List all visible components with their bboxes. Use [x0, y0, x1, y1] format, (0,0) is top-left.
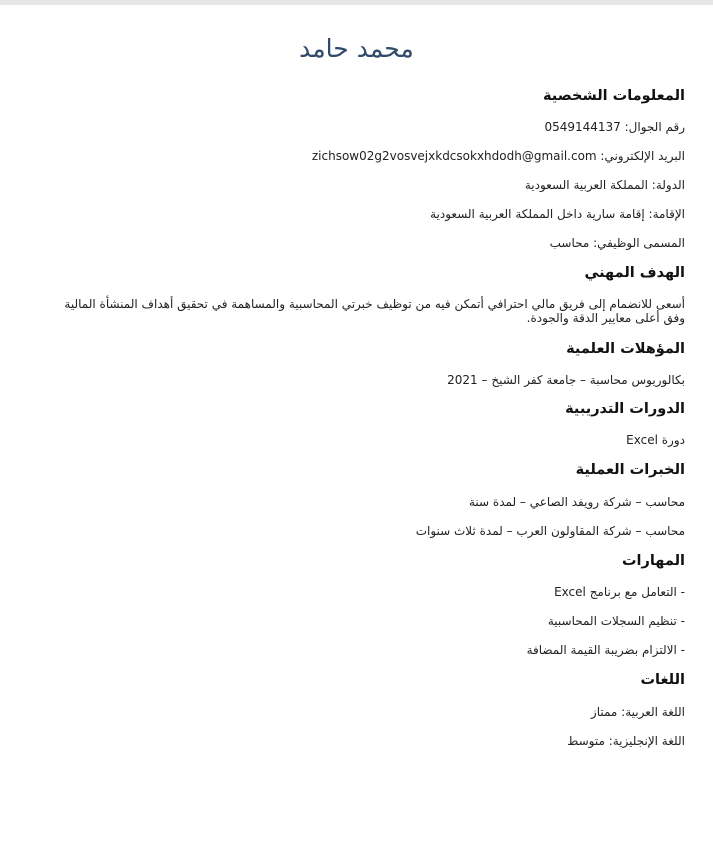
experience-item-2: محاسب – شركة المقاولون العرب – لمدة ثلاث سنوات — [415, 524, 685, 538]
objective-paragraph — [45, 297, 685, 325]
country-line: الدولة: المملكة العربية السعودية — [524, 178, 685, 192]
job-title-line: المسمى الوظيفي: محاسب — [549, 236, 685, 250]
objective-line-2: .وفق أعلى معايير الدقة والجودة — [526, 311, 685, 325]
personal-info-heading: المعلومات الشخصية — [543, 88, 685, 104]
skills-heading: المهارات — [621, 553, 685, 569]
education-item: بكالوريوس محاسبة – جامعة كفر الشيخ – 2021 — [447, 373, 685, 387]
course-item: Excel دورة — [626, 433, 685, 447]
courses-heading: الدورات التدريبية — [565, 401, 685, 417]
skill-item-1: Excel التعامل مع برنامج - — [554, 585, 685, 599]
resume-name: محمد حامد — [299, 34, 414, 63]
skill-item-3: الالتزام بضريبة القيمة المضافة - — [526, 643, 685, 657]
language-item-arabic: اللغة العربية: ممتاز — [590, 705, 685, 719]
education-heading: المؤهلات العلمية — [566, 341, 685, 357]
experience-item-1: محاسب – شركة رويفد الصاعي – لمدة سنة — [469, 495, 685, 509]
objective-heading: الهدف المهني — [584, 265, 685, 281]
skill-item-2: تنظيم السجلات المحاسبية - — [547, 614, 685, 628]
email-line: zichsow02g2vosvejxkdcsokxhdodh@gmail.com :البريد الإلكتروني — [311, 149, 685, 163]
phone-line: رقم الجوال: 0549144137 — [544, 120, 685, 134]
objective-line-1: أسعى للانضمام إلى فريق مالي احترافي أتمكن فيه من توظيف خبرتي المحاسبية والمساهمة في تحقيق أهداف المنشأة المالية — [64, 297, 685, 311]
residence-line: الإقامة: إقامة سارية داخل المملكة العربية السعودية — [430, 207, 685, 221]
experience-heading: الخبرات العملية — [575, 462, 685, 478]
language-item-english: اللغة الإنجليزية: متوسط — [567, 734, 685, 748]
languages-heading: اللغات — [640, 672, 685, 688]
